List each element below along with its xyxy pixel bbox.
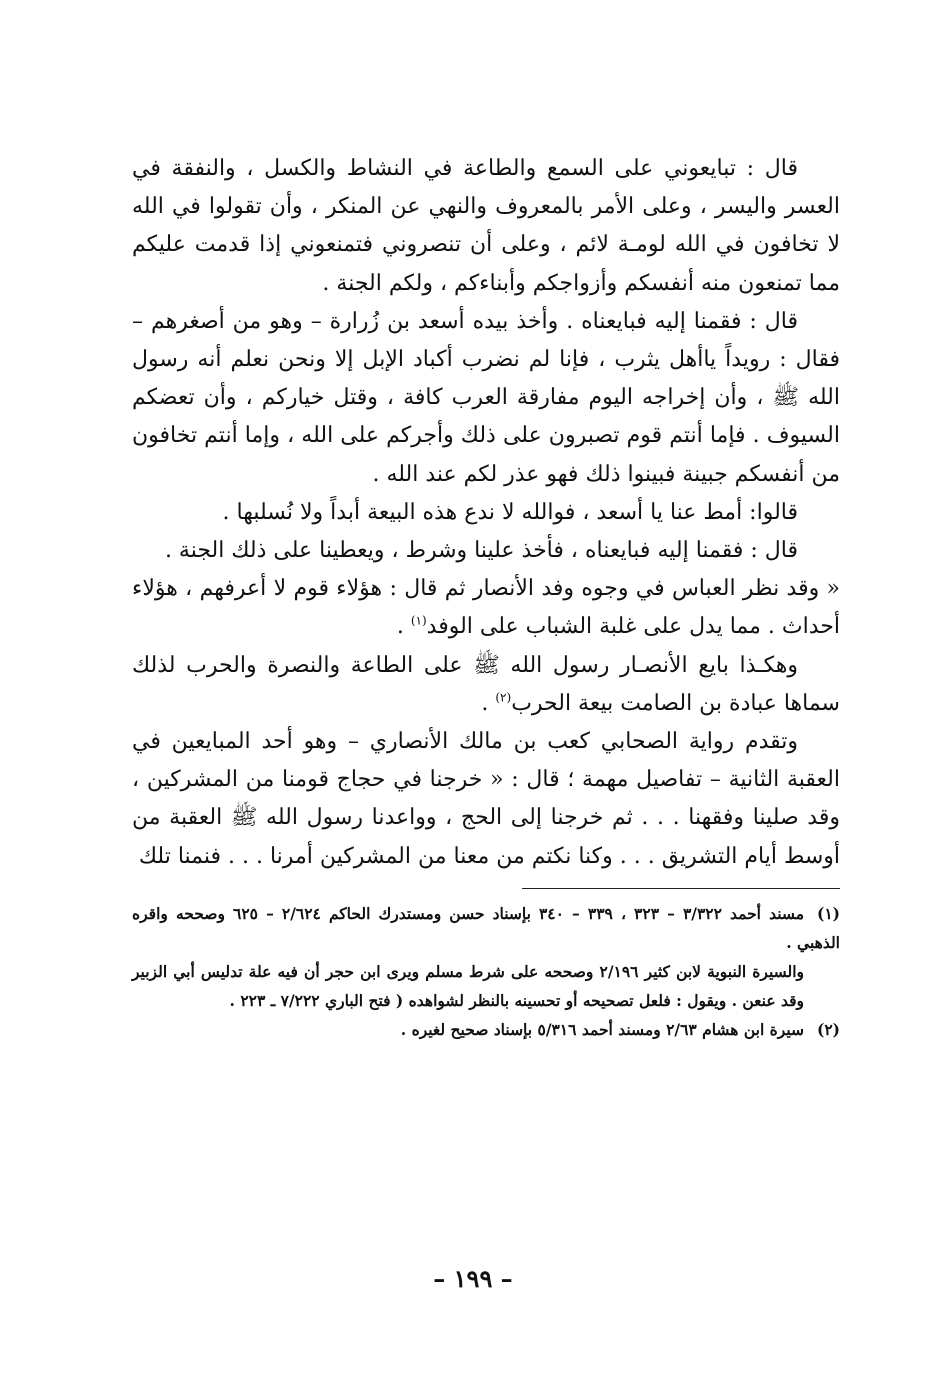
footnote-number: (١) <box>817 903 841 923</box>
paragraph-tail: . <box>481 690 496 716</box>
footnote-2 <box>132 1015 840 1044</box>
footnote-number: (٢) <box>816 1019 840 1039</box>
paragraph-with-footnote <box>132 647 840 723</box>
paragraph: قال : فقمنا إليه فبايعناه . وأخذ بيده أسعد بن زُرارة – وهو من أصغرهم – فقال : رويداً ياأهل يثرب ، فإنا لم نضرب أكباد الإبل إلا ونحن نعلم أنه رسول الله ﷺ ، وأن إخراجه اليوم مفارقة العرب كافة ، وقتل خياركم ، وأن تعضكم السيوف . فإما أنتم قوم تصبرون على ذلك وأجركم على الله ، وإما أنتم تخافون من أنفسكم جبينة فبينوا ذلك فهو عذر لكم عند الله . <box>132 308 840 487</box>
paragraph: قال : فقمنا إليه فبايعناه ، فأخذ علينا وشرط ، ويعطينا على ذلك الجنة . <box>164 538 798 564</box>
footnote-text: مسند أحمد ٣/٣٢٢ – ٣٢٣ ، ٣٣٩ – ٣٤٠ بإسناد حسن ومستدرك الحاكم ٢/٦٢٤ – ٦٢٥ وصححه واقره الذهبي . <box>132 903 840 952</box>
footnote-ref: (٢) <box>495 690 512 705</box>
paragraph-with-footnote <box>132 570 840 646</box>
paragraph-text: وهكـذا بايع الأنصـار رسول الله ﷺ على الطاعة والنصرة والحرب لذلك سماها عبادة بن الصامت بيعة الحرب <box>132 652 840 716</box>
paragraph: قال : تبايعوني على السمع والطاعة في النشاط والكسل ، والنفقة في العسر واليسر ، وعلى الأمر بالمعروف والنهي عن المنكر ، وأن تقولوا في الله لا تخافون في الله لومـة لائم ، وعلى أن تنصروني فتمنعوني إذا قدمت عليكم مما تمنعون منه أنفسكم وأزواجكم وأبناءكم ، ولكم الجنة . <box>132 156 840 296</box>
paragraph-text: « وقد نظر العباس في وجوه وفد الأنصار ثم قال : هؤلاء قوم لا أعرفهم ، هؤلاء أحداث . مما يدل على غلبة الشباب على الوفد <box>132 576 840 640</box>
footnote-1 <box>132 899 840 957</box>
page-body <box>132 150 840 1044</box>
paragraph: وتقدم رواية الصحابي كعب بن مالك الأنصاري – وهو أحد المبايعين في العقبة الثانية – تفاصيل مهمة ؛ قال : « خرجنا في حجاج قومنا من المشركين ، وقد صلينا وفقهنا . . . ثم خرجنا إلى الحج ، وواعدنا رسول الله ﷺ العقبة من أوسط أيام التشريق . . . وكنا نكتم من معنا من المشركين أمرنا . . . فنمنا تلك <box>132 729 840 869</box>
paragraph: قالوا: أمط عنا يا أسعد ، فوالله لا ندع هذه البيعة أبداً ولا نُسلبها . <box>222 499 798 525</box>
footnote-divider <box>522 888 840 889</box>
page-number: – ١٩٩ – <box>433 1264 513 1293</box>
footnote-ref: (١) <box>410 614 427 629</box>
footnote-text: سيرة ابن هشام ٢/٦٣ ومسند أحمد ٥/٣١٦ بإسناد صحيح لغيره . <box>400 1019 804 1039</box>
footnote-1-continued: والسيرة النبوية لابن كثير ٢/١٩٦ وصححه على شرط مسلم ويرى ابن حجر أن فيه علة تدليس أبي الزبير وقد عنعن . ويقول : فلعل تصحيحه أو تحسينه بالنظر لشواهده ( فتح الباري ٧/٢٢٢ ـ ٢٢٣ . <box>132 961 804 1010</box>
footnotes <box>132 899 840 1044</box>
main-text <box>132 150 840 876</box>
paragraph-tail: . <box>396 614 411 640</box>
